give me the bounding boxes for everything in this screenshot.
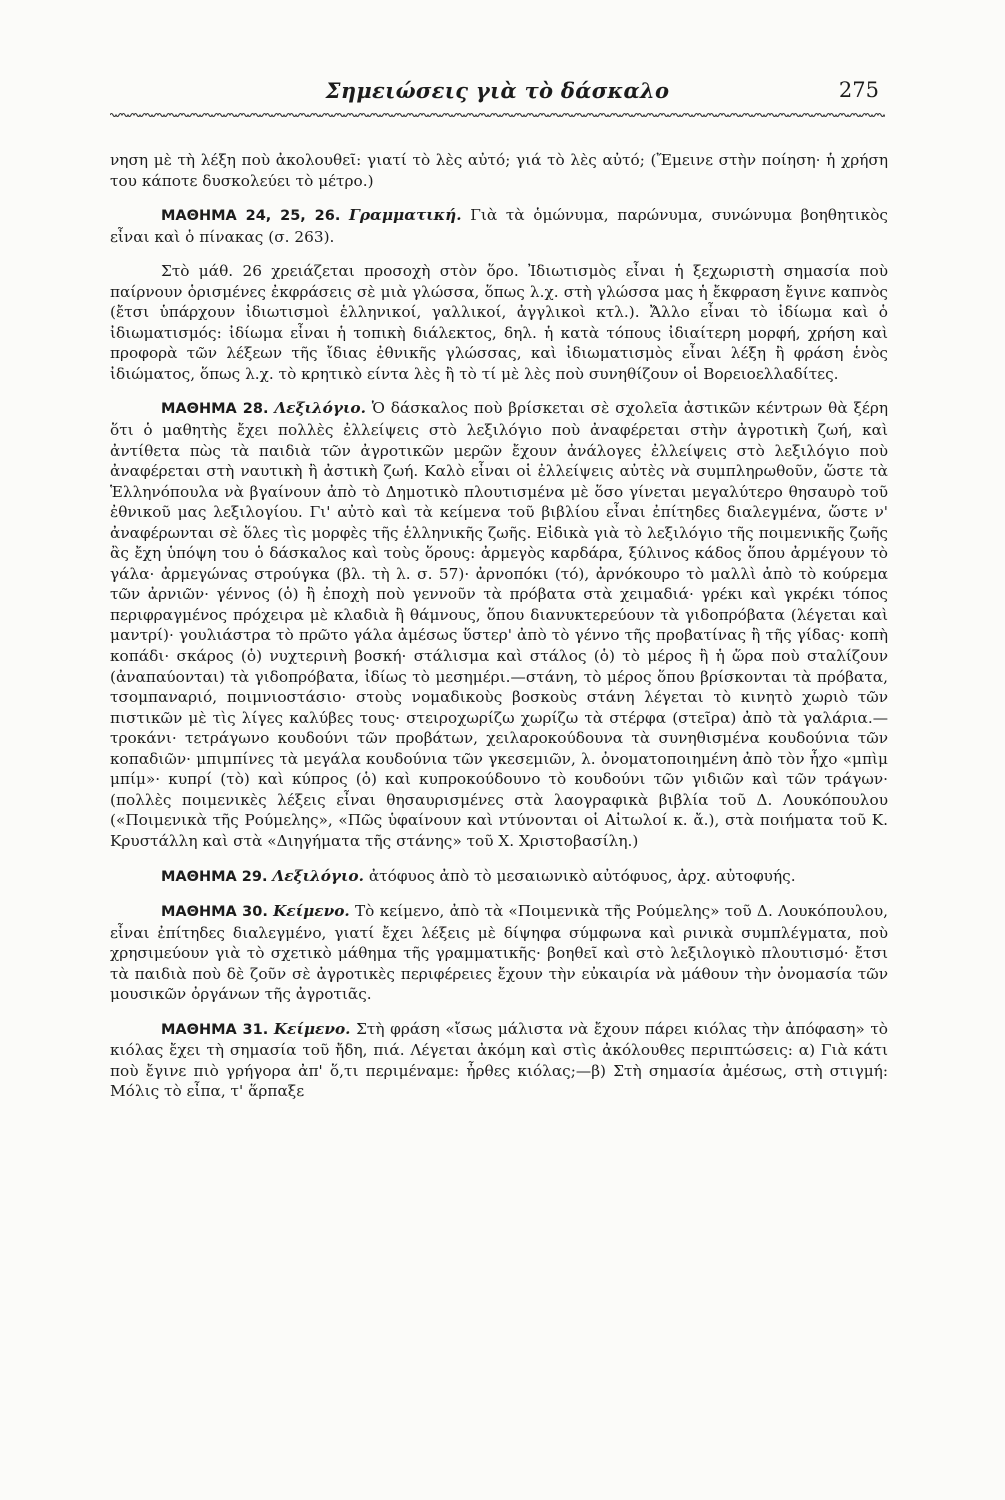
lesson-heading: ΜΑΘΗΜΑ 29. — [161, 868, 268, 885]
lesson-heading: ΜΑΘΗΜΑ 31. — [161, 1021, 269, 1038]
paragraph-text: Τὸ κείμενο, ἀπὸ τὰ «Ποιμενικὰ τῆς Ρούμελης» τοῦ Δ. Λουκόπουλου, εἶναι ἐπίτηδες διαλεγμένο, γιατί ἔχει λέξεις μὲ δίψηφα σύμφωνα καὶ ρινικὰ συμπλέγματα, ποὺ χρησιμεύουν γιὰ τὸ σχετικὸ μάθημα τῆς γραμματικῆς· βοηθεῖ καὶ στὸ λεξιλογικὸ πλουτισμό· ἔτσι τὰ παιδιὰ ποὺ δὲ ζοῦν σὲ ἀγροτικὲς περιφέρειες ἔχουν τὴν εὐκαιρία νὰ μάθουν τὴν ὀνομασία τῶν μουσικῶν ὀργάνων τῆς ἀγροτιᾶς. — [110, 902, 888, 1004]
paragraph-lesson-30 — [110, 901, 888, 1005]
lesson-heading: ΜΑΘΗΜΑ 28. — [161, 401, 269, 418]
paragraph-text: Γιὰ τὰ ὁμώνυμα, παρώνυμα, συνώνυμα βοηθητικὸς εἶναι καὶ ὁ πίνακας (σ. 263). — [110, 206, 888, 246]
lesson-topic: Γραμματική. — [349, 206, 462, 225]
paragraph-lesson-29 — [110, 866, 888, 888]
lesson-heading: ΜΑΘΗΜΑ 30. — [161, 904, 268, 921]
paragraph-text: Στὸ μάθ. 26 χρειάζεται προσοχὴ στὸν ὅρο. Ἰδιωτισμὸς εἶναι ἡ ξεχωριστὴ σημασία ποὺ παίρνουν ὁρισμένες ἐκφράσεις σὲ μιὰ γλώσσα, ὅπως λ.χ. στὴ γλώσσα μας ἡ ἔκφραση ἔγινε καπνὸς (ἔτσι ὑπάρχουν ἰδιωτισμοὶ ἑλληνικοί, γαλλικοί, ἀγγλικοὶ κτλ.). Ἄλλο εἶναι τὸ ἰδίωμα καὶ ὁ ἰδιωματισμός: ἰδίωμα εἶναι ἡ τοπικὴ διάλεκτος, δηλ. ἡ κατὰ τόπους ἰδιαίτερη μορφή, χρήση καὶ προφορὰ τῶν λέξεων τῆς ἴδιας ἐθνικῆς γλώσσας, καὶ ἰδιωματισμὸς εἶναι λέξη ἢ φράση ἑνὸς ἰδιώματος, ὅπως λ.χ. τὸ κρητικὸ είντα λὲς ἢ τὸ τί μὲ λὲς ποὺ συνηθίζουν οἱ Βορειοελλαδίτες. — [110, 262, 888, 383]
wavy-header-rule — [110, 108, 885, 122]
page-body — [110, 150, 888, 1102]
lesson-topic: Κείμενο. — [273, 1019, 351, 1038]
paragraph-lesson-24-26 — [110, 205, 888, 247]
paragraph-text: νηση μὲ τὴ λέξη ποὺ ἀκολουθεῖ: γιατί τὸ λὲς αὐτό; γιά τὸ λὲς αὐτό; (Ἔμεινε στὴν ποίηση· ἡ χρήση του κάποτε δυσκολεύει τὸ μέτρο.) — [110, 151, 888, 190]
paragraph-continuation — [110, 150, 888, 191]
paragraph-text: Ὁ δάσκαλος ποὺ βρίσκεται σὲ σχολεῖα ἀστικῶν κέντρων θὰ ξέρη ὅτι ὁ μαθητὴς ἔχει πολλὲς ἐλλείψεις στὸ λεξιλόγιο ποὺ ἀναφέρεται στὴν ἀγροτικὴ ζωή, καὶ ἀντίθετα πὼς τὰ παιδιὰ τῶν ἀγροτικῶν μερῶν ἔχουν ἀνάλογες ἐλλείψεις στὸ λεξιλόγιο ποὺ ἀναφέρεται στὴ ναυτικὴ ἢ ἀστικὴ ζωή. Καλὸ εἶναι οἱ ἐλλείψεις αὐτὲς νὰ συμπληρωθοῦν, ὥστε τὰ Ἑλληνόπουλα νὰ βγαίνουν ἀπὸ τὸ Δημοτικὸ πλουτισμένα μὲ ὅσο γίνεται μεγαλύτερο θησαυρὸ τοῦ ἐθνικοῦ μας λεξιλογίου. Γι' αὐτὸ καὶ τὰ κείμενα τοῦ βιβλίου εἶναι ἐπίτηδες διαλεγμένα, ὥστε ν' ἀναφέρωνται σὲ ὅλες τὶς μορφὲς τῆς ἑλληνικῆς ζωῆς. Εἰδικὰ γιὰ τὸ λεξιλόγιο τῆς ποιμενικῆς ζωῆς ἂς ἔχη ὑπόψη του ὁ δάσκαλος καὶ τοὺς ὅρους: ἀρμεγὸς καρδάρα, ξύλινος κάδος ὅπου ἀρμέγουν τὸ γάλα· ἀρμεγώνας στρούγκα (βλ. τὴ λ. σ. 57)· ἀρνοπόκι (τό), ἀρνόκουρο τὸ μαλλὶ ἀπὸ τὸ κούρεμα τῶν ἀρνιῶν· γέννος (ὁ) ἢ ἐποχὴ ποὺ γεννοῦν τὰ πρόβατα στὰ χειμαδιά· γρέκι καὶ γκρέκι τόπος περιφραγμένος πρόχειρα μὲ κλαδιὰ ἢ θάμνους, ὅπου διανυκτερεύουν τὰ γιδοπρόβατα (λέγεται καὶ μαντρί)· γουλιάστρα τὸ πρῶτο γάλα ἀμέσως ὕστερ' ἀπὸ τὸ γέννο τῆς προβατίνας ἢ τῆς γίδας· κοπὴ κοπάδι· σκάρος (ὁ) νυχτερινὴ βοσκή· στάλισμα καὶ στάλος (ὁ) τὸ μέρος ἢ ἡ ὥρα ποὺ σταλίζουν (ἀναπαύονται) τὰ γιδοπρόβατα, ἰδίως τὸ μεσημέρι.—στάνη, τὸ μέρος ὅπου βρίσκονται τὰ πρόβατα, τσομπαναριό, ποιμνιοστάσιο· στοὺς νομαδικοὺς βοσκοὺς στάνη λέγεται τὸ κινητὸ χωριὸ τῶν πιστικῶν μὲ τὶς λίγες καλύβες τους· στειροχωρίζω χωρίζω τὰ στέρφα (στεῖρα) ἀπὸ τὰ γαλάρια.—τροκάνι· τετράγωνο κουδούνι τῶν προβάτων, χειλαροκούδουνα τὰ συνηθισμένα κουδούνια τῶν κοπαδιῶν· μπιμπίνες τὰ μεγάλα κουδούνια τῶν γκεσεμιῶν, λ. ὀνοματοποιημένη ἀπὸ τὸν ἦχο «μπὶμ μπίμ»· κυπρί (τὸ) καὶ κύπρος (ὁ) καὶ κυπροκούδουνο τὸ κουδούνι τῶν γιδιῶν καὶ τῶν τράγων· (πολλὲς ποιμενικὲς λέξεις εἶναι θησαυρισμένες στὰ λαογραφικὰ βιβλία τοῦ Δ. Λουκόπουλου («Ποιμενικὰ τῆς Ρούμελης», «Πῶς ὑφαίνουν καὶ ντύνονται οἱ Αἰτωλοί κ. ἄ.), στὰ ποιήματα τοῦ Κ. Κρυστάλλη καὶ στὰ «Διηγήματα τῆς στάνης» τοῦ Χ. Χριστοβασίλη.) — [110, 399, 888, 850]
running-title: Σημειώσεις γιὰ τὸ δάσκαλο — [325, 78, 670, 103]
lesson-topic: Λεξιλόγιο. — [274, 399, 366, 418]
paragraph-text: ἀτόφυος ἀπὸ τὸ μεσαιωνικὸ αὐτόφυος, ἀρχ. αὐτοφυής. — [368, 866, 796, 885]
lesson-topic: Κείμενο. — [273, 902, 350, 921]
lesson-heading: ΜΑΘΗΜΑ 24, 25, 26. — [161, 208, 341, 225]
page-number: 275 — [838, 78, 879, 102]
paragraph-lesson-26-note — [110, 261, 888, 384]
paragraph-text: Στὴ φράση «ἴσως μάλιστα νὰ ἔχουν πάρει κιόλας τὴν ἀπόφαση» τὸ κιόλας ἔχει τὴ σημασία τοῦ ἤδη, πιά. Λέγεται ἀκόμη καὶ στὶς ἀκόλουθες περιπτώσεις: α) Γιὰ κάτι ποὺ ἔγινε πιὸ γρήγορα ἀπ' ὅ,τι περιμέναμε: ἦρθες κιόλας;—β) Στὴ σημασία ἀμέσως, στὴ στιγμή: Μόλις τὸ εἶπα, τ' ἅρπαξε — [110, 1019, 888, 1101]
paragraph-lesson-28 — [110, 398, 888, 851]
paragraph-lesson-31 — [110, 1019, 888, 1102]
lesson-topic: Λεξιλόγιο. — [272, 866, 364, 885]
